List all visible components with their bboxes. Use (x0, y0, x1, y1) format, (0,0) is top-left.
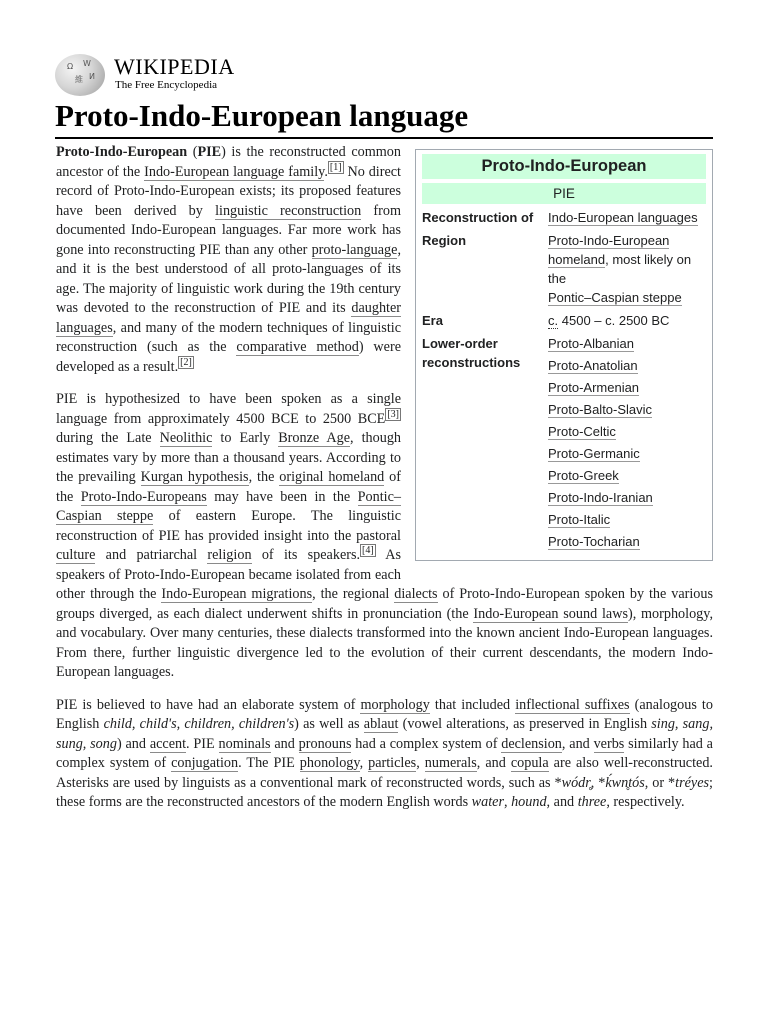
text: , (359, 755, 369, 771)
text: of its speakers. (251, 547, 361, 563)
text: similarly had a complex system of (56, 735, 713, 771)
infobox-link[interactable]: Proto-Armenian (548, 380, 640, 395)
article-link[interactable]: Proto-Indo-Europeans (80, 488, 207, 505)
text: may have been in the (206, 488, 358, 505)
article-link[interactable]: religion (207, 547, 252, 563)
text: ) is the reconstructed common ancestor of the (56, 144, 401, 180)
text: ( (187, 144, 198, 160)
article-link[interactable]: declension (501, 735, 562, 752)
infobox-text: , most likely on the (548, 252, 692, 286)
italic-example: sing, sang, sung, song (56, 716, 714, 752)
article-link[interactable]: inflectional suffixes (515, 696, 630, 713)
infobox-link[interactable]: Proto-Indo-European homeland (548, 233, 670, 267)
text: , and it is the best understood of all proto-languages of its age. The majority of linguistic work during the 19th century was devoted to the reconstruction of PIE and its (56, 241, 401, 316)
infobox-link[interactable]: Proto-Anatolian (548, 358, 638, 373)
article-link[interactable]: culture (56, 547, 96, 563)
infobox-link[interactable]: Proto-Indo-Iranian (548, 490, 653, 505)
text: , respectively. (606, 794, 685, 810)
article-link[interactable]: linguistic reconstruction (215, 202, 362, 219)
infobox-link[interactable]: Proto-Tocharian (548, 534, 640, 549)
text: , the (248, 469, 280, 485)
infobox-link[interactable]: Proto-Greek (548, 468, 619, 483)
site-header (55, 52, 715, 96)
text: and (270, 735, 299, 752)
article-link[interactable]: Indo-European sound laws (473, 605, 628, 622)
infobox-value (548, 231, 706, 307)
text: of the (56, 469, 401, 505)
article-link[interactable]: verbs (593, 735, 625, 752)
text: during the Late (56, 430, 160, 446)
article-link[interactable]: morphology (360, 696, 430, 713)
article-link[interactable]: particles (368, 755, 417, 771)
text: , (416, 755, 425, 771)
paragraph-intro: Proto-Indo-European (PIE) is the reconstructed common ancestor of the Indo-European language family. [1] No direct record of Proto-Indo-European exists; its proposed features have been derived by linguistic reconstruction from documented Indo-European languages. Far more work has gone into reconstructing PIE than any other proto-language, and it is the best understood of all proto-languages of its age. The majority of linguistic work during the 19th century was devoted to the reconstruction of PIE and its daughter languages, and many of the modern techniques of linguistic reconstruction (such as the comparative method) were developed as a result. [2] (56, 144, 401, 375)
article-link[interactable]: Indo-European language family (144, 163, 325, 180)
article-link[interactable]: Neolithic (159, 430, 213, 446)
text: , or * (644, 774, 676, 791)
text: . PIE (186, 735, 219, 752)
reference[interactable]: [3] (387, 408, 399, 420)
text: PIE is believed to have had an elaborate system of (56, 696, 361, 713)
text: , * (590, 774, 606, 791)
infobox-label: Reconstruction of (422, 210, 534, 225)
text: PIE is hypothesized to have been spoken as a single language from approximately 4500 BCE to 2500 BCE (56, 391, 401, 427)
text: from documented Indo-European languages. Far more work has gone into reconstructing PIE than any other (56, 202, 401, 258)
text: ) and (116, 735, 150, 752)
text: and patriarchal (95, 547, 208, 563)
wikipedia-globe-logo[interactable]: Ω W 維 И (55, 54, 105, 96)
article-link[interactable]: Bronze Age (278, 430, 351, 446)
infobox-link[interactable]: Proto-Balto-Slavic (548, 402, 653, 417)
infobox-link[interactable]: Indo-European languages (548, 210, 698, 225)
article-link[interactable]: conjugation (171, 755, 239, 771)
reference[interactable]: [1] (329, 161, 342, 173)
paragraph-morphology (56, 696, 713, 813)
circa-abbreviation[interactable]: c. (548, 313, 559, 328)
article-link[interactable]: dialects (394, 586, 438, 602)
infobox-link[interactable]: Pontic–Caspian steppe (548, 290, 682, 305)
article-link[interactable]: pronouns (298, 735, 352, 752)
infobox-row-region (422, 231, 706, 307)
page-title: Proto-Indo-European language (55, 98, 469, 133)
text: , the regional (312, 586, 395, 602)
infobox-row-reconstruction (422, 208, 706, 227)
article-link[interactable]: original homeland (279, 469, 385, 485)
italic-example: tréyes (675, 774, 710, 791)
italic-example: wódr̥ (561, 774, 591, 791)
article-link[interactable]: daughter languages (56, 300, 401, 336)
text: ) were developed as a result. (56, 339, 401, 375)
infobox-label: Lower-order reconstructions (422, 336, 521, 370)
infobox-label: Era (422, 313, 443, 328)
text: are also well-reconstructed. Asterisks are used by linguists as a conventional mark of reconstructed words, such as * (56, 755, 713, 791)
infobox-link[interactable]: Proto-Germanic (548, 446, 640, 461)
text: ) as well as (294, 716, 364, 732)
text: , and (561, 735, 594, 752)
bold-term: Proto-Indo-European (56, 144, 188, 160)
wikipedia-tagline: The Free Encyclopedia (115, 79, 218, 91)
article-link[interactable]: Pontic–Caspian steppe (56, 488, 401, 524)
infobox-link[interactable]: Proto-Italic (548, 512, 611, 527)
text: . The PIE (238, 755, 300, 771)
italic-example: hound (511, 794, 547, 810)
infobox-title: Proto-Indo-European (422, 154, 706, 179)
text: , though estimates vary by more than a thousand years. According to the prevailing (56, 430, 402, 485)
text: , and (476, 755, 511, 771)
article-link[interactable]: accent (149, 735, 187, 752)
text: (analogous to English (56, 696, 713, 732)
article-link[interactable]: copula (510, 755, 549, 771)
text: ), morphology, and vocabulary. Over many centuries, these dialects transformed into the known ancient Indo-European languages. From there, further linguistic divergence led to the evolution of their current descendants, the modern Indo-European languages. (56, 605, 713, 680)
era-value: 4500 – c. 2500 BC (561, 313, 670, 328)
title-divider (55, 137, 713, 139)
infobox-link[interactable]: Proto-Albanian (548, 336, 634, 351)
infobox-link[interactable]: Proto-Celtic (548, 424, 616, 439)
article-link[interactable]: numerals (424, 755, 477, 771)
italic-example: three (577, 794, 607, 810)
article-link[interactable]: Indo-European migrations (161, 586, 313, 602)
italic-example: ḱwn̥tós (605, 774, 645, 791)
article-link[interactable]: proto-language (311, 241, 398, 258)
article-link[interactable]: ablaut (363, 716, 399, 732)
text: of eastern Europe. The linguistic reconstruction of PIE has provided insight into the pastoral (56, 508, 401, 544)
article-link[interactable]: comparative method (236, 339, 359, 355)
infobox-row-lower-order (422, 334, 706, 554)
text: , and (546, 794, 578, 810)
bold-term: PIE (197, 144, 222, 160)
infobox-label: Region (422, 233, 467, 248)
reference[interactable]: [4] (362, 545, 374, 557)
infobox-subtitle: PIE (422, 183, 706, 204)
text: No direct record of Proto-Indo-European exists; its proposed features have been derived by (56, 163, 401, 219)
italic-example: child, child's, children, children's (103, 716, 295, 732)
text: , and many of the modern techniques of linguistic reconstruction (such as the (56, 319, 401, 355)
article-link[interactable]: nominals (218, 735, 271, 752)
text: of Proto-Indo-European spoken by the various groups diverged, as each dialect underwent shifts in pronunciation (the (56, 586, 713, 622)
text: (vowel alterations, as preserved in English (398, 716, 652, 732)
infobox-row-era (422, 311, 706, 330)
infobox-value (548, 208, 706, 227)
article-content (56, 143, 713, 826)
italic-example: water (471, 794, 504, 810)
text: that included (429, 696, 516, 713)
reference[interactable]: [2] (180, 356, 192, 368)
text: As speakers of Proto-Indo-European became isolated from each other through the (56, 547, 401, 602)
text: to Early (212, 430, 279, 446)
infobox (415, 149, 713, 561)
text: , (503, 794, 512, 810)
article-link[interactable]: phonology (299, 755, 360, 771)
text: ; these forms are the reconstructed ancestors of the modern English words (56, 774, 713, 810)
wikipedia-wordmark[interactable]: WIKIPEDIA (114, 54, 235, 79)
article-link[interactable]: Kurgan hypothesis (140, 469, 249, 485)
text: had a complex system of (351, 735, 502, 752)
infobox-value (548, 311, 706, 330)
infobox-value (548, 334, 706, 554)
